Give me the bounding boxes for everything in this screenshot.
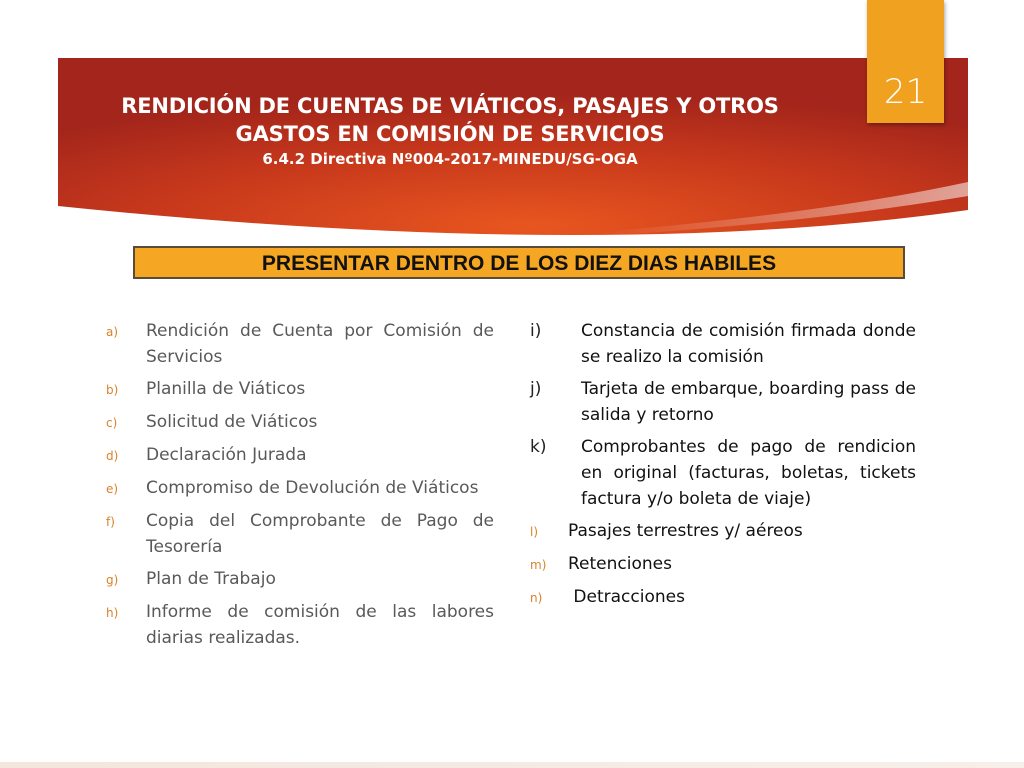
list-marker: f)	[106, 515, 115, 529]
list-item	[106, 599, 494, 651]
list-item	[106, 442, 494, 469]
list-item	[106, 566, 494, 593]
list-item	[530, 434, 916, 512]
page-number-tab	[867, 0, 944, 123]
list-item-text: Informe de comisión de las labores diarias realizadas.	[146, 602, 494, 648]
list-item	[106, 475, 494, 502]
list-item	[106, 508, 494, 560]
list-item	[530, 584, 916, 611]
list-marker: i)	[530, 321, 542, 341]
list-item-text: Pasajes terrestres y/ aéreos	[568, 521, 803, 541]
bottom-divider	[0, 762, 1024, 768]
list-item	[106, 376, 494, 403]
list-item-text: Rendición de Cuenta por Comisión de Servicios	[146, 321, 494, 367]
list-marker: g)	[106, 573, 119, 587]
deadline-banner	[133, 246, 905, 279]
page-subtitle: 6.4.2 Directiva Nº004-2017-MINEDU/SG-OGA	[262, 150, 638, 168]
list-marker: k)	[530, 437, 547, 457]
list-item-text: Copia del Comprobante de Pago de Tesorería	[146, 511, 494, 557]
page-title-line1: RENDICIÓN DE CUENTAS DE VIÁTICOS, PASAJES Y OTROS	[121, 94, 779, 118]
list-item-text: Plan de Trabajo	[146, 569, 276, 589]
list-item-text: Solicitud de Viáticos	[146, 412, 318, 432]
list-item	[530, 518, 916, 545]
list-item	[106, 409, 494, 436]
list-item-text: Detracciones	[568, 587, 685, 607]
list-item-text: Comprobantes de pago de rendicion en original (facturas, boletas, tickets factura y/o boleta de viaje)	[581, 437, 916, 509]
page-title-line2: GASTOS EN COMISIÓN DE SERVICIOS	[235, 122, 665, 146]
list-marker: m)	[530, 558, 547, 572]
list-marker: d)	[106, 449, 119, 463]
requirements-list-left	[106, 318, 494, 657]
list-marker: b)	[106, 383, 119, 397]
list-item-text: Retenciones	[568, 554, 672, 574]
list-marker: e)	[106, 482, 119, 496]
list-marker: n)	[530, 591, 543, 605]
list-item	[106, 318, 494, 370]
list-item-text: Tarjeta de embarque, boarding pass de salida y retorno	[581, 379, 916, 425]
list-marker: h)	[106, 606, 119, 620]
list-item	[530, 318, 916, 370]
deadline-text: PRESENTAR DENTRO DE LOS DIEZ DIAS HABILES	[261, 252, 777, 275]
list-item-text: Constancia de comisión firmada donde se realizo la comisión	[581, 321, 916, 367]
list-item-text: Declaración Jurada	[146, 445, 307, 465]
list-marker: l)	[530, 525, 539, 539]
list-item	[530, 551, 916, 578]
list-marker: a)	[106, 325, 119, 339]
list-marker: j)	[530, 379, 542, 399]
title-block	[90, 92, 810, 170]
list-item	[530, 376, 916, 428]
list-marker: c)	[106, 416, 118, 430]
list-item-text: Compromiso de Devolución de Viáticos	[146, 478, 479, 498]
page-number: 21	[883, 72, 928, 112]
requirements-list-right	[530, 318, 916, 617]
list-item-text: Planilla de Viáticos	[146, 379, 306, 399]
